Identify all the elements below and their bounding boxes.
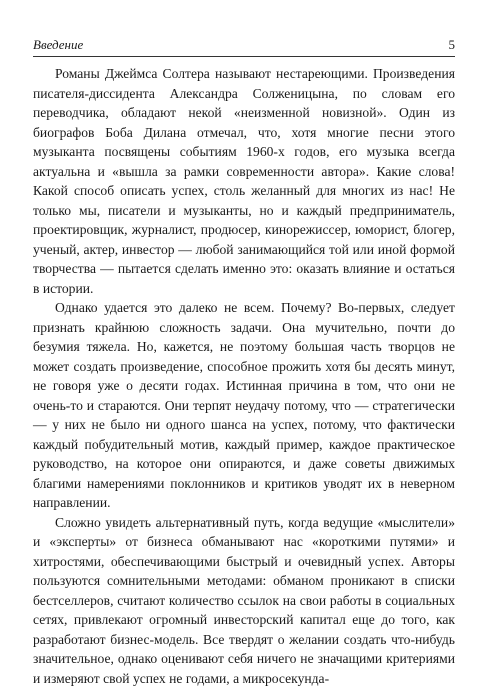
page-number: 5 — [449, 36, 456, 54]
running-head — [33, 36, 455, 54]
header-rule — [33, 56, 455, 57]
section-title: Введение — [33, 36, 83, 54]
paragraph: Романы Джеймса Солтера называют нестареющими. Произведения писателя-диссидента Александра Солженицына, по словам его переводчика, обладают некой «неизменной новизной». Один из биографов Боба Дилана отмечал, что, хотя многие песни этого музыканта посвящены событиям 1960-х годов, его музыка всегда актуальна и «вышла за рамки современности автора». Какие слова! Какой способ описать успех, столь желанный для многих из нас! Не только мы, писатели и музыканты, но и каждый предприниматель, проектировщик, журналист, продюсер, кинорежиссер, юморист, блогер, ученый, актер, инвестор — любой занимающийся той или иной формой творчества — пытается сделать именно это: оказать влияние и остаться в истории. — [33, 64, 455, 298]
body-text — [33, 64, 455, 688]
book-page — [33, 0, 455, 650]
paragraph: Сложно увидеть альтернативный путь, когда ведущие «мыслители» и «эксперты» от бизнеса обманывают нас «короткими путями» и хитростями, обеспечивающими быстрый и очевидный успех. Авторы пользуются сомнительными методами: обманом проникают в списки бестселлеров, считают количество ссылок на свои работы в социальных сетях, привлекают огромный инвесторский капитал еще до того, как разработают бизнес-модель. Все твердят о желании создать что-нибудь значительное, однако оценивают себя ничего не значащими критериями и измеряют свой успех не годами, а микросекунда- — [33, 513, 455, 688]
paragraph: Однако удается это далеко не всем. Почему? Во-первых, следует признать крайнюю сложность задачи. Она мучительно, почти до безумия тяжела. Но, кажется, не поэтому большая часть творцов не может создать произведение, способное прожить хотя бы десять минут, не говоря уже о десяти годах. Истинная причина в том, что они не очень-то и стараются. Они терпят неудачу потому, что — стратегически — у них не было ни одного шанса на успех, потому, что фактически каждый побудительный мотив, каждый пример, каждое практическое руководство, на которое они опираются, и даже советы движимых благими намерениями поклонников и критиков уводят их в неверном направлении. — [33, 298, 455, 513]
